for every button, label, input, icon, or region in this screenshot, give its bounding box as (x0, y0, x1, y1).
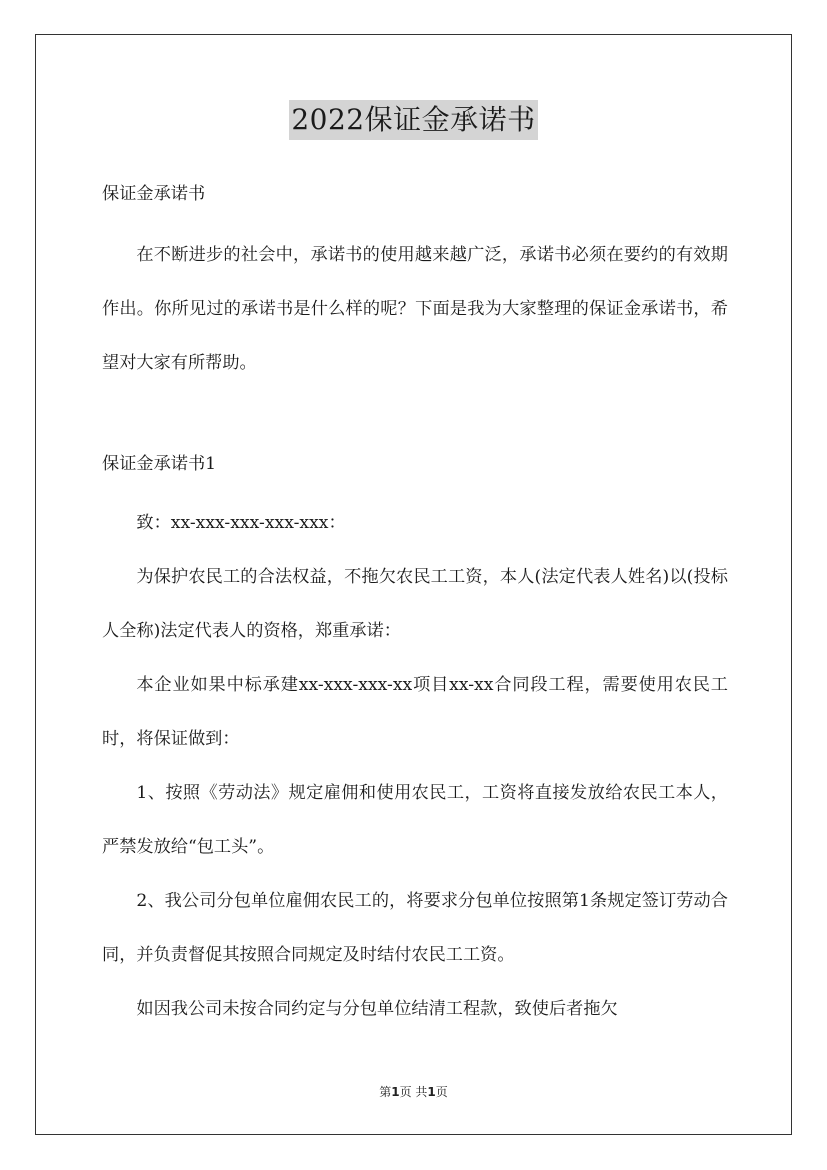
document-title: 2022保证金承诺书 (289, 100, 537, 140)
section-heading: 保证金承诺书1 (102, 454, 217, 474)
body-paragraph-5: 如因我公司未按合同约定与分包单位结清工程款，致使后者拖欠 (136, 999, 618, 1019)
page-number-mid: 页 共 (399, 1085, 428, 1099)
body-paragraph-2: 本企业如果中标承建xx-xxx-xxx-xx项目xx-xx合同段工程，需要使用农民工时，将保证做到： (102, 675, 728, 749)
addressee-line: 致：xx-xxx-xxx-xxx-xxx： (136, 513, 346, 533)
body-paragraph-1: 为保护农民工的合法权益，不拖欠农民工工资，本人(法定代表人姓名)以(投标人全称)法定代表人的资格，郑重承诺： (102, 567, 728, 641)
page-number-total: 1 (427, 1085, 436, 1099)
spacer (102, 216, 728, 228)
document-body (102, 172, 728, 1036)
page-number (0, 1083, 827, 1100)
page-number-current: 1 (391, 1085, 400, 1099)
body-paragraph-3: 1、按照《劳动法》规定雇佣和使用农民工，工资将直接发放给农民工本人，严禁发放给“包工头”。 (102, 783, 728, 857)
spacer (102, 390, 728, 444)
page-number-suffix: 页 (435, 1085, 448, 1099)
body-paragraph-4: 2、我公司分包单位雇佣农民工的，将要求分包单位按照第1条规定签订劳动合同，并负责督促其按照合同规定及时结付农民工工资。 (102, 891, 728, 965)
page-number-prefix: 第 (379, 1085, 392, 1099)
title-container (0, 100, 827, 140)
intro-paragraph: 在不断进步的社会中，承诺书的使用越来越广泛，承诺书必须在要约的有效期作出。你所见过的承诺书是什么样的呢？下面是我为大家整理的保证金承诺书，希望对大家有所帮助。 (102, 245, 728, 373)
intro-heading: 保证金承诺书 (102, 184, 206, 204)
